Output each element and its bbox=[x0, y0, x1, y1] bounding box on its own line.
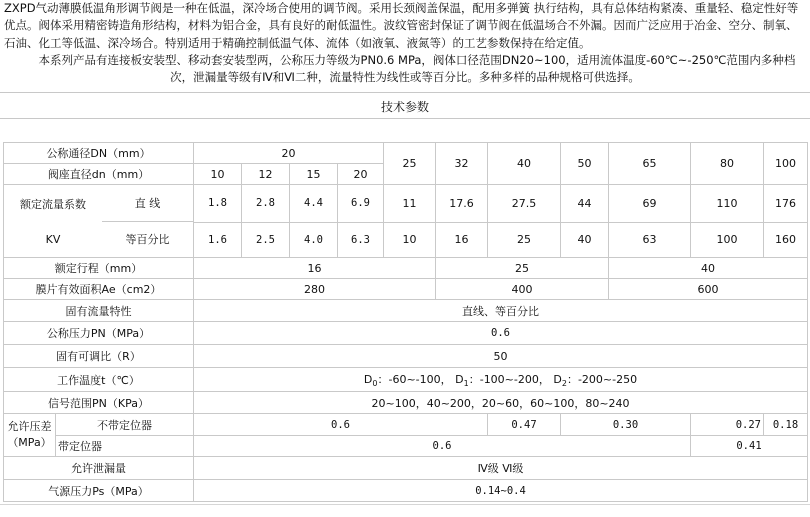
positioner-cell: 0.6 bbox=[194, 436, 691, 457]
range-value: 50 bbox=[194, 345, 808, 368]
signal-label: 信号范围PN（KPa） bbox=[4, 392, 194, 414]
linear-cell: 11 bbox=[384, 185, 436, 223]
linear-cell: 27.5 bbox=[488, 185, 561, 223]
eqp-cell: 100 bbox=[691, 222, 764, 258]
temp-d2-value: ：-200~-250 bbox=[566, 372, 638, 386]
table-row bbox=[4, 345, 808, 368]
temp-d1-sub: 1 bbox=[463, 379, 469, 389]
no-positioner-label: 不带定位器 bbox=[56, 414, 194, 436]
linear-cell: 4.4 bbox=[290, 185, 338, 223]
table-row bbox=[4, 480, 808, 502]
table-row bbox=[4, 258, 808, 279]
seat-cell: 15 bbox=[290, 164, 338, 185]
temp-d1: D bbox=[455, 372, 464, 386]
air-supply-label: 气源压力Ps（MPa） bbox=[4, 480, 194, 502]
table-row bbox=[4, 368, 808, 392]
no-positioner-cell: 0.6 bbox=[194, 414, 488, 436]
dn-cell: 65 bbox=[609, 143, 691, 185]
temp-d1-value: ：-100~-200， bbox=[468, 372, 550, 386]
dp-unit: （MPa） bbox=[7, 436, 52, 449]
leak-label: 允许泄漏量 bbox=[4, 457, 194, 480]
linear-cell: 176 bbox=[764, 185, 808, 223]
eqp-cell: 40 bbox=[561, 222, 609, 258]
linear-cell: 6.9 bbox=[338, 185, 384, 223]
eqp-label: 等百分比 bbox=[125, 233, 170, 247]
area-cell: 400 bbox=[436, 279, 609, 300]
eqp-cell: 16 bbox=[436, 222, 488, 258]
range-label: 固有可调比（R） bbox=[4, 345, 194, 368]
pn-value: 0.6 bbox=[194, 322, 808, 345]
temp-label: 工作温度t（℃） bbox=[4, 368, 194, 392]
no-positioner-cell: 0.27 bbox=[691, 414, 764, 436]
area-label: 膜片有效面积Ae（cm2） bbox=[4, 279, 194, 300]
dn-cell: 50 bbox=[561, 143, 609, 185]
table-row bbox=[4, 436, 808, 457]
eqp-cell: 4.0 bbox=[290, 222, 338, 258]
eqp-cell: 2.5 bbox=[242, 222, 290, 258]
temp-d0-sub: 0 bbox=[372, 379, 378, 389]
divider bbox=[0, 504, 810, 505]
eqp-cell: 6.3 bbox=[338, 222, 384, 258]
dp-label: 允许压差 bbox=[7, 420, 52, 433]
linear-cell: 17.6 bbox=[436, 185, 488, 223]
eqp-cell: 63 bbox=[609, 222, 691, 258]
table-row bbox=[4, 322, 808, 345]
temp-d0-value: ：-60~-100， bbox=[377, 372, 452, 386]
table-row bbox=[4, 457, 808, 480]
dn-cell: 20 bbox=[194, 143, 384, 164]
table-row bbox=[4, 143, 808, 164]
linear-cell: 1.8 bbox=[194, 185, 242, 223]
temp-d2-sub: 2 bbox=[561, 379, 567, 389]
dn-cell: 32 bbox=[436, 143, 488, 185]
kv-label: 额定流量系数 bbox=[20, 197, 86, 211]
kv-sub-label: KV bbox=[45, 233, 61, 247]
dn-cell: 25 bbox=[384, 143, 436, 185]
divider bbox=[0, 118, 810, 119]
product-description bbox=[4, 0, 806, 86]
linear-label: 直 线 bbox=[102, 185, 193, 222]
stroke-cell: 25 bbox=[436, 258, 609, 279]
seat-label: 阀座直径dn（mm） bbox=[4, 164, 194, 185]
stroke-label: 额定行程（mm） bbox=[4, 258, 194, 279]
divider bbox=[0, 92, 810, 93]
area-cell: 600 bbox=[609, 279, 808, 300]
leak-value: Ⅳ级 Ⅵ级 bbox=[194, 457, 808, 480]
dn-label: 公称通径DN（mm） bbox=[4, 143, 194, 164]
area-cell: 280 bbox=[194, 279, 436, 300]
kv-label-cell bbox=[4, 185, 194, 258]
linear-cell: 2.8 bbox=[242, 185, 290, 223]
eqp-cell: 160 bbox=[764, 222, 808, 258]
flow-char-label: 固有流量特性 bbox=[4, 300, 194, 322]
eqp-cell: 25 bbox=[488, 222, 561, 258]
linear-cell: 44 bbox=[561, 185, 609, 223]
no-positioner-cell: 0.18 bbox=[764, 414, 808, 436]
temp-d2: D bbox=[553, 372, 562, 386]
table-row bbox=[4, 392, 808, 414]
description-paragraph-1: ZXPD气动薄膜低温角形调节阀是一种在低温，深冷场合使用的调节阀。采用长颈阀盖保温，配用多弹簧 执行结构，具有总体结构紧凑、重量轻、稳定性好等优点。阀体采用精密铸造角形结构，材料为铝合金，具有良好的耐低温性。波纹管密封保证了调节阀在低温场合不外漏。因而广泛应用于冶金、空分、制氧、石油、化工等低温、深冷场合。特别适用于精确控制低温气体、流体（如液氧、液氮等）的工艺参数保持在给定值。 bbox=[4, 1, 799, 50]
dn-cell: 40 bbox=[488, 143, 561, 185]
spec-table bbox=[3, 142, 808, 502]
linear-cell: 69 bbox=[609, 185, 691, 223]
eqp-cell: 10 bbox=[384, 222, 436, 258]
flow-char-value: 直线、等百分比 bbox=[194, 300, 808, 322]
eqp-cell: 1.6 bbox=[194, 222, 242, 258]
no-positioner-cell: 0.47 bbox=[488, 414, 561, 436]
table-row bbox=[4, 300, 808, 322]
temp-value bbox=[194, 368, 808, 392]
dn-cell: 100 bbox=[764, 143, 808, 185]
positioner-cell: 0.41 bbox=[691, 436, 808, 457]
stroke-cell: 16 bbox=[194, 258, 436, 279]
temp-d0: D bbox=[363, 372, 373, 386]
seat-cell: 20 bbox=[338, 164, 384, 185]
no-positioner-cell: 0.30 bbox=[561, 414, 691, 436]
signal-value: 20~100，40~200，20~60，60~100，80~240 bbox=[194, 392, 808, 414]
positioner-label: 带定位器 bbox=[56, 436, 194, 457]
table-row bbox=[4, 279, 808, 300]
seat-cell: 12 bbox=[242, 164, 290, 185]
dn-cell: 80 bbox=[691, 143, 764, 185]
pn-label: 公称压力PN（MPa） bbox=[4, 322, 194, 345]
seat-cell: 10 bbox=[194, 164, 242, 185]
linear-cell: 110 bbox=[691, 185, 764, 223]
air-supply-value: 0.14~0.4 bbox=[194, 480, 808, 502]
table-row bbox=[4, 414, 808, 436]
description-paragraph-2: 本系列产品有连接板安装型、移动套安装型两，公称压力等级为PN0.6 MPa，阀体口径范围DN20~100，适用流体温度-60℃~-250℃范围内多种档次，泄漏量等级有Ⅳ和Ⅵ二种，流量特性为线性或等百分比。多种多样的品种规格可供选择。 bbox=[38, 52, 796, 85]
section-title: 技术参数 bbox=[380, 100, 429, 114]
table-row bbox=[4, 185, 808, 223]
stroke-cell: 40 bbox=[609, 258, 808, 279]
dp-label-cell bbox=[4, 414, 56, 457]
